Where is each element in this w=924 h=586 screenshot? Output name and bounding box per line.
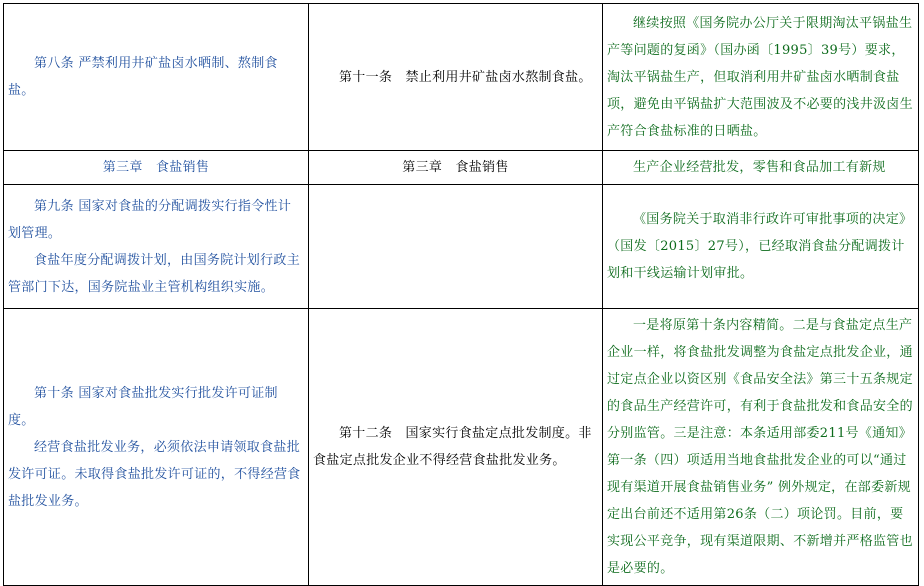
old-article-10-para: 经营食盐批发业务，必须依法申请领取食盐批发许可证。未取得食盐批发许可证的，不得经营食盐批发业务。 [8,439,301,509]
new-article-12: 第十二条 国家实行食盐定点批发制度。非食盐定点批发企业不得经营食盐批发业务。 [313,426,592,468]
new-regulation-cell [309,4,603,151]
old-article-8: 第八条 严禁利用井矿盐卤水晒制、熬制食盐。 [8,56,278,98]
new-chapter-heading: 第三章 食盐销售 [309,151,603,185]
table-row [4,309,919,586]
commentary-cell [603,309,919,586]
table-row [4,185,919,309]
old-article-10: 第十条 国家对食盐批发实行批发许可证制度。 [8,385,278,428]
commentary-text: 继续按照《国务院办公厅关于限期淘汰平锅盐生产等问题的复函》（国办函〔1995〕39号）要求，淘汰平锅盐生产，但取消利用井矿盐卤水晒制食盐项，避免由平锅盐扩大范围波及不必要的浅井汲卤生产符合食盐标准的日晒盐。 [607,15,913,139]
old-regulation-cell [4,4,309,151]
new-regulation-cell [309,309,603,586]
old-chapter-heading: 第三章 食盐销售 [4,151,309,185]
commentary-text: 生产企业经营批发，零售和食品加工有新规 [633,160,886,175]
commentary-cell [603,185,919,309]
commentary-text: 一是将原第十条内容精简。二是与食盐定点生产企业一样，将食盐批发调整为食盐定点批发企业，通过定点企业以资区别《食品安全法》第三十五条规定的食品生产经营许可，有利于食盐批发和食品安全的分别监管。三是注意：本条适用部委211号《通知》第一条（四）项适用当地食盐批发企业的可以“通过现有渠道开展食盐销售业务” 例外规定，在部委新规定出台前还不适用第26条（二）项论罚。目前，要实现公平竞争，现有渠道限期、不新增并严格监管也是必要的。 [607,318,913,576]
old-article-9-para: 食盐年度分配调拨计划，由国务院计划行政主管部门下达，国务院盐业主管机构组织实施。 [8,252,301,295]
old-regulation-cell [4,309,309,586]
new-article-11: 第十一条 禁止利用井矿盐卤水熬制食盐。 [339,69,592,85]
commentary-text: 《国务院关于取消非行政许可审批事项的决定》（国发〔2015〕27号），已经取消食盐分配调拨计划和干线运输计划审批。 [607,212,913,281]
commentary-cell [603,4,919,151]
commentary-heading [603,151,919,185]
old-regulation-cell [4,185,309,309]
old-article-9: 第九条 国家对食盐的分配调拨实行指令性计划管理。 [8,198,292,241]
new-regulation-cell-empty [309,185,603,309]
table-row [4,4,919,151]
comparison-table [3,3,919,586]
table-row [4,151,919,185]
